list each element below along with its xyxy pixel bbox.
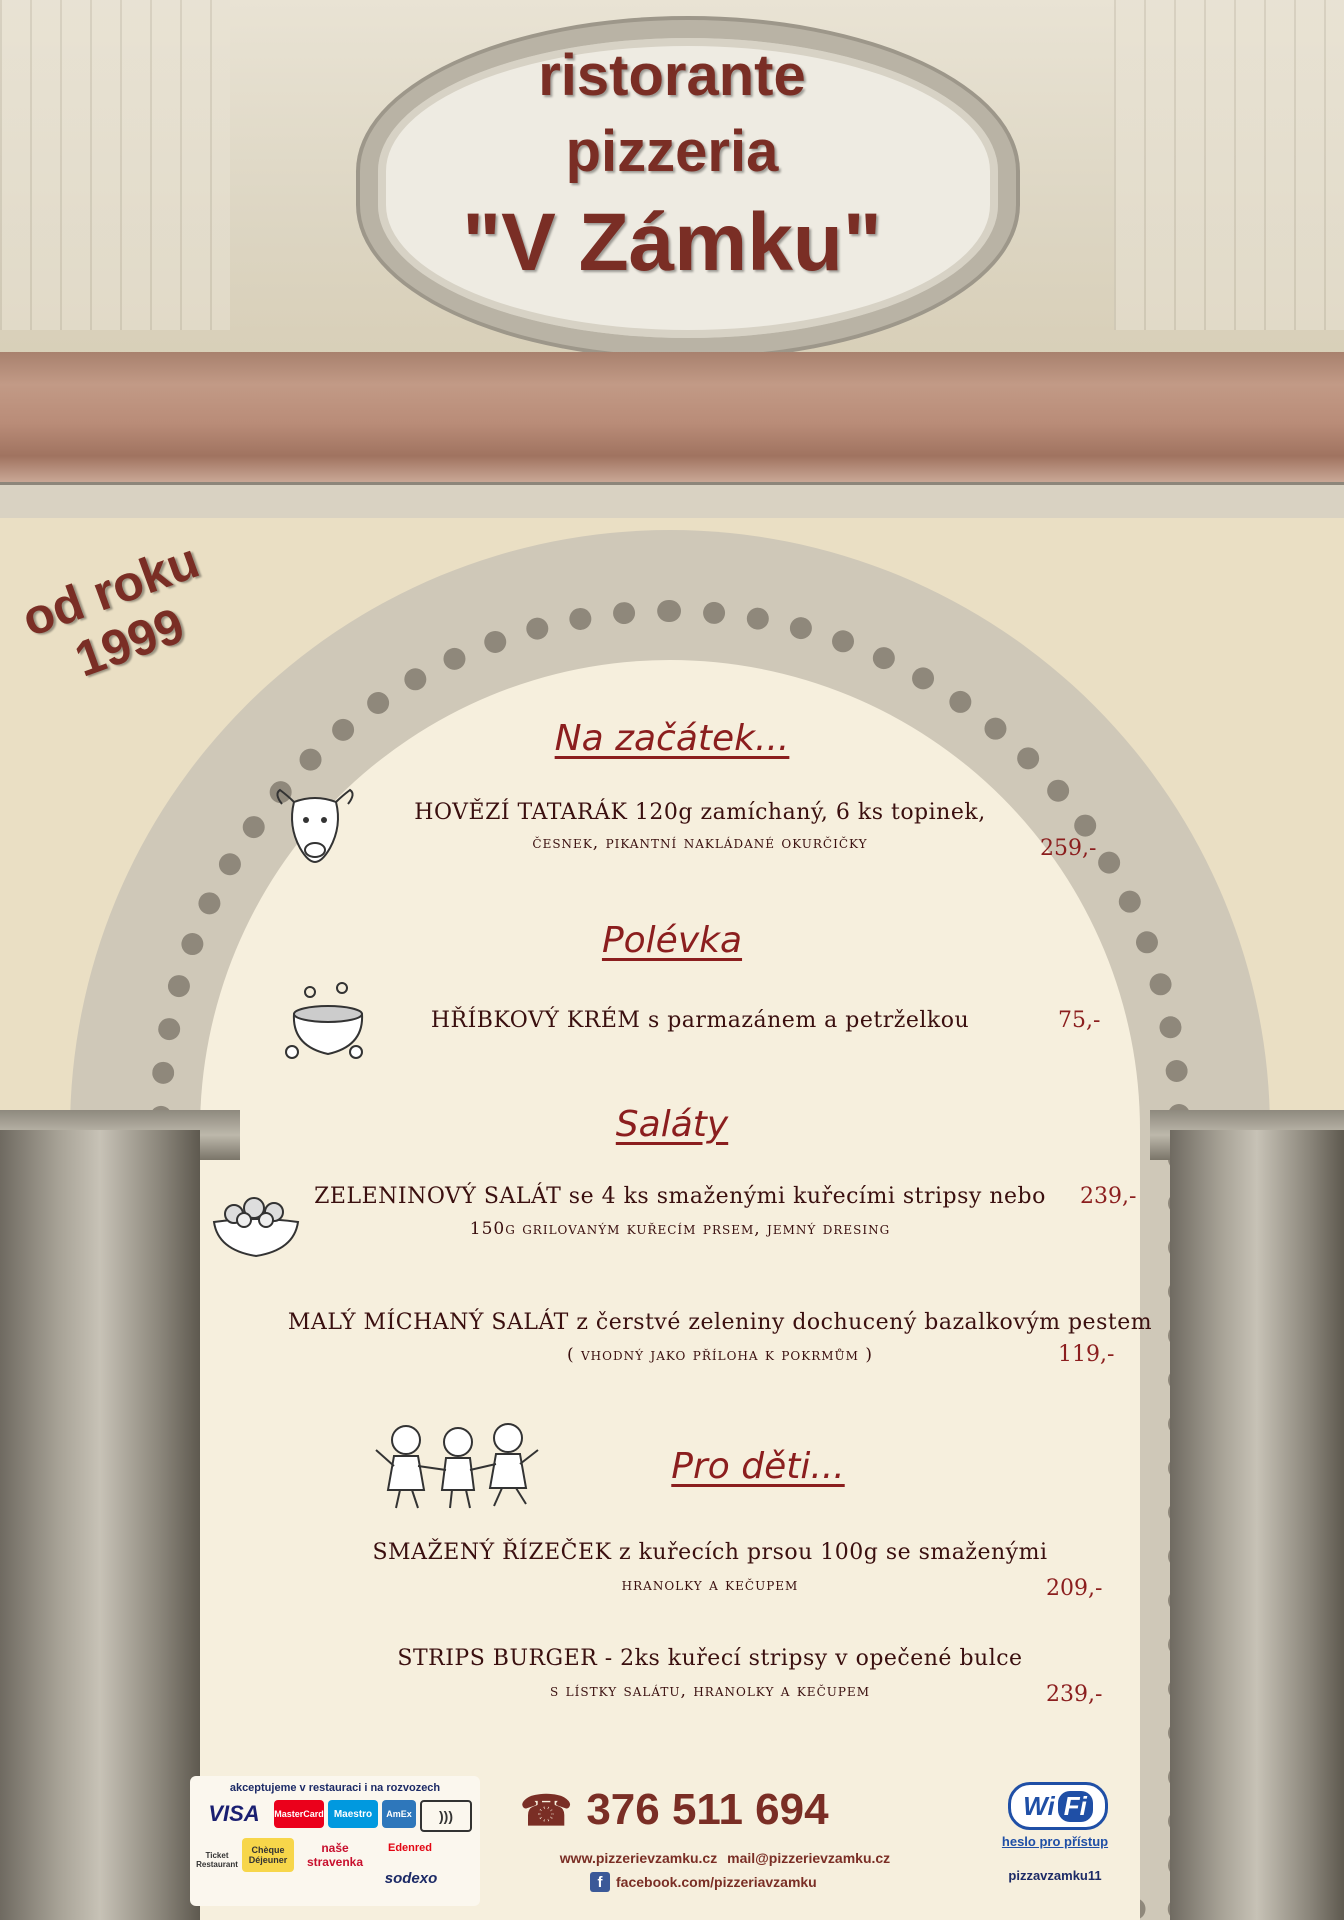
facebook-line[interactable] <box>590 1872 920 1892</box>
price-rizecek: 209,- <box>1046 1576 1103 1601</box>
section-title-soup: Polévka <box>601 920 743 961</box>
column-left <box>0 1130 200 1920</box>
menu-item-strips-burger <box>360 1646 1060 1701</box>
tatarak-line1: HOVĚZÍ TATARÁK 120g zamíchaný, 6 ks topinek, <box>414 800 986 825</box>
card-sodexo: sodexo <box>384 1869 438 1887</box>
card-visa: VISA <box>208 1801 260 1826</box>
salad-bowl-icon <box>206 1186 306 1262</box>
phone-number[interactable]: 376 511 694 <box>586 1785 829 1834</box>
hribkovy-line1: HŘÍBKOVÝ KRÉM s parmazánem a petrželkou <box>430 1008 970 1033</box>
maly-salat-line2: ( vhodný jako příloha k pokrmům ) <box>566 1345 873 1365</box>
maly-salat-line1: MALÝ MÍCHANÝ SALÁT z čerstvé zeleniny dochucený bazalkovým pestem <box>287 1310 1153 1335</box>
section-title-kids: Pro děti... <box>671 1446 845 1487</box>
title-ristorante: ristorante <box>538 43 806 108</box>
card-nase-stravenka: naše stravenka <box>306 1841 364 1869</box>
contactless-icon: ))) <box>420 1800 472 1832</box>
card-ticket-restaurant: Ticket Restaurant <box>196 1851 238 1869</box>
web-mail-line <box>505 1850 945 1866</box>
rizecek-line1: SMAŽENÝ ŘÍZEČEK z kuřecích prsou 100g se smaženými <box>372 1540 1048 1565</box>
price-burger: 239,- <box>1046 1682 1103 1707</box>
facebook-icon: f <box>590 1872 610 1892</box>
wifi-label: heslo pro přístup <box>1001 1834 1109 1849</box>
zeleninovy-line2: 150g grilovaným kuřecím prsem, jemný dresing <box>469 1219 891 1239</box>
tatarak-line2: česnek, pikantní nakládané okurčičky <box>532 833 868 853</box>
card-mastercard: MasterCard <box>274 1800 324 1828</box>
title-pizzeria: pizzeria <box>565 119 779 184</box>
cow-head-icon <box>272 786 358 866</box>
column-right <box>1170 1130 1344 1920</box>
menu-item-maly-salat <box>270 1310 1170 1365</box>
phone-block[interactable] <box>520 1785 940 1835</box>
menu-item-zeleninovy-salat <box>300 1184 1060 1239</box>
menu-item-hribkovy-krem <box>400 1008 1000 1033</box>
title-v-zamku: "V Zámku" <box>462 197 882 288</box>
cards-title: akceptujeme v restauraci i na rozvozech <box>229 1782 441 1794</box>
burger-line2: s lístky salátu, hranolky a kečupem <box>550 1681 870 1701</box>
wifi-box <box>970 1782 1140 1912</box>
menu-item-smazeny-rizecek <box>340 1540 1080 1595</box>
website-link[interactable]: www.pizzerievzamku.cz <box>559 1850 718 1866</box>
card-amex: AmEx <box>382 1800 416 1828</box>
accepted-cards-box <box>190 1776 480 1906</box>
zeleninovy-line1: ZELENINOVÝ SALÁT se 4 ks smaženými kuřecími stripsy nebo <box>314 1184 1046 1209</box>
wifi-logo-fi: Fi <box>1058 1791 1093 1822</box>
card-cheque-dejeuner: Chèque Déjeuner <box>242 1838 294 1872</box>
telephone-icon: ☎ <box>520 1786 573 1834</box>
wifi-icon <box>1008 1782 1108 1830</box>
rizecek-line2: hranolky a kečupem <box>621 1575 799 1595</box>
email-link[interactable]: mail@pizzerievzamku.cz <box>727 1850 891 1866</box>
cornice-band <box>0 352 1344 482</box>
card-edenred: Edenred <box>387 1842 432 1854</box>
section-title-start: Na začátek... <box>554 718 790 759</box>
facebook-link[interactable]: facebook.com/pizzeriavzamku <box>616 1874 817 1890</box>
section-title-salads: Saláty <box>615 1104 729 1145</box>
price-hribkovy: 75,- <box>1058 1008 1101 1033</box>
soup-pot-icon <box>280 980 376 1066</box>
wifi-logo-wi: Wi <box>1023 1790 1055 1821</box>
price-tatarak: 259,- <box>1040 836 1097 861</box>
since-1999: od roku 1999 <box>14 532 207 688</box>
menu-item-tatarak <box>360 800 1040 853</box>
burger-line1: STRIPS BURGER - 2ks kuřecí stripsy v opečené bulce <box>397 1646 1023 1671</box>
wifi-password: pizzavzamku11 <box>1008 1868 1102 1883</box>
card-maestro: Maestro <box>328 1800 378 1828</box>
price-zeleninovy: 239,- <box>1080 1184 1137 1209</box>
price-maly-salat: 119,- <box>1058 1342 1115 1367</box>
